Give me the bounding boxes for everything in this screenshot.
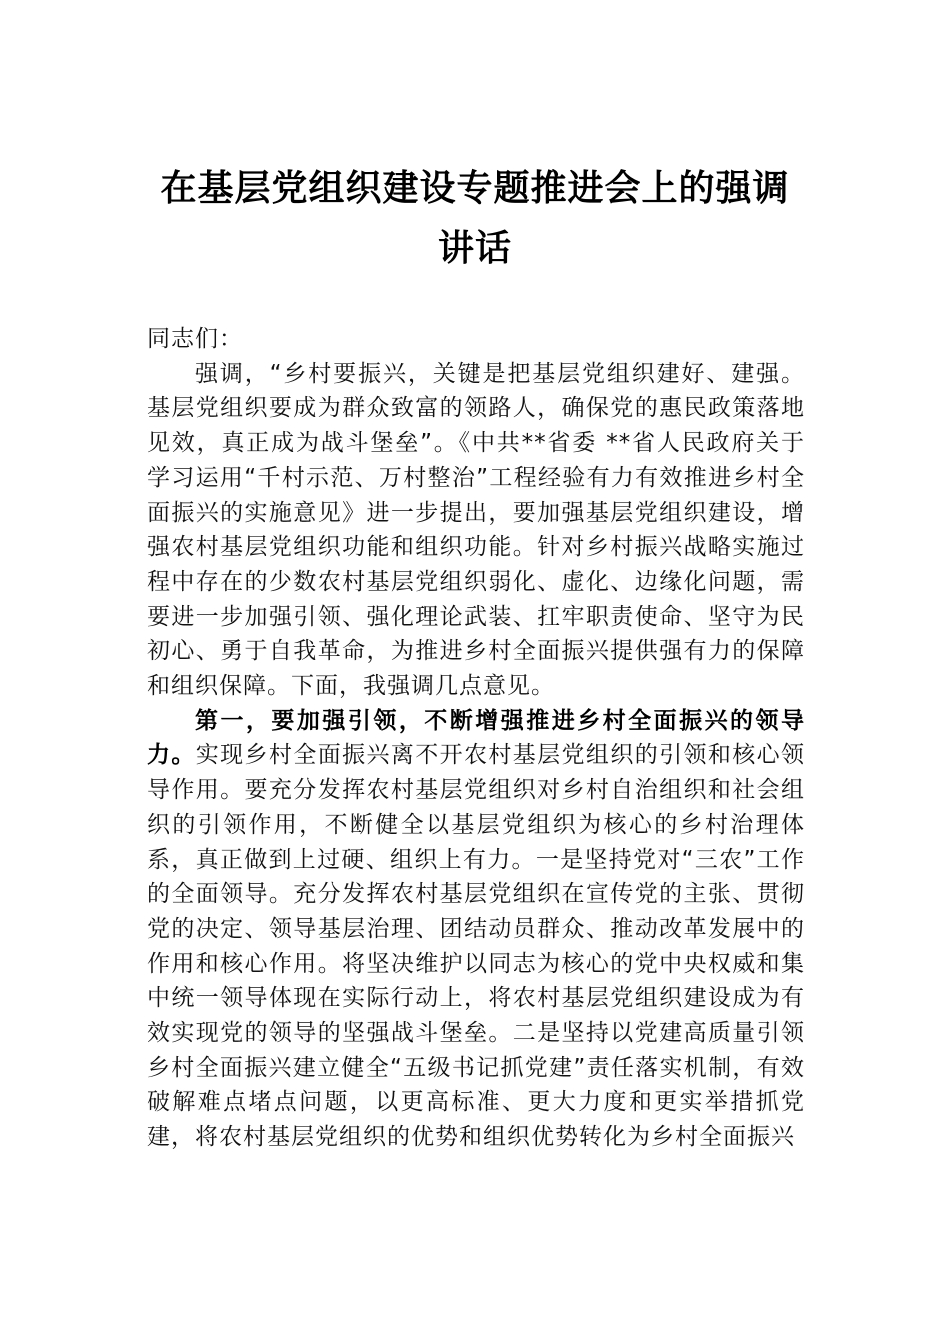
section-1-paragraph	[147, 704, 805, 1155]
intro-paragraph: 强调，“乡村要振兴，关键是把基层党组织建好、建强。基层党组织要成为群众致富的领路人，确保党的惠民政策落地见效，真正成为战斗堡垒”。《中共**省委 **省人民政府关于学习运用“千村示范、万村整治”工程经验有力有效推进乡村全面振兴的实施意见》进一步提出，要加强基层党组织建设，增强农村基层党组织功能和组织功能。针对乡村振兴战略实施过程中存在的少数农村基层党组织弱化、虚化、边缘化问题，需要进一步加强引领、强化理论武装、扛牢职责使命、坚守为民初心、勇于自我革命，为推进乡村全面振兴提供强有力的保障和组织保障。下面，我强调几点意见。	[147, 360, 805, 700]
section-1-body: 实现乡村全面振兴离不开农村基层党组织的引领和核心领导作用。要充分发挥农村基层党组织对乡村自治组织和社会组织的引领作用，不断健全以基层党组织为核心的乡村治理体系，真正做到上过硬、组织上有力。一是坚持党对“三农”工作的全面领导。充分发挥农村基层党组织在宣传党的主张、贯彻党的决定、领导基层治理、团结动员群众、推动改革发展中的作用和核心作用。将坚决维护以同志为核心的党中央权威和集中统一领导体现在实际行动上，将农村基层党组织建设成为有效实现党的领导的坚强战斗堡垒。二是坚持以党建高质量引领乡村全面振兴建立健全“五级书记抓党建”责任落实机制，有效破解难点堵点问题，以更高标准、更大力度和更实举措抓党建，将农村基层党组织的优势和组织优势转化为乡村全面振兴	[147, 742, 806, 1151]
salutation: 同志们：	[147, 326, 243, 352]
document-body	[147, 322, 805, 1155]
document-title: 在基层党组织建设专题推进会上的强调讲话	[160, 167, 790, 269]
section-1-heading: 第一，要加强引领，不断增强推进乡村全面振兴的领导力。	[147, 707, 805, 769]
